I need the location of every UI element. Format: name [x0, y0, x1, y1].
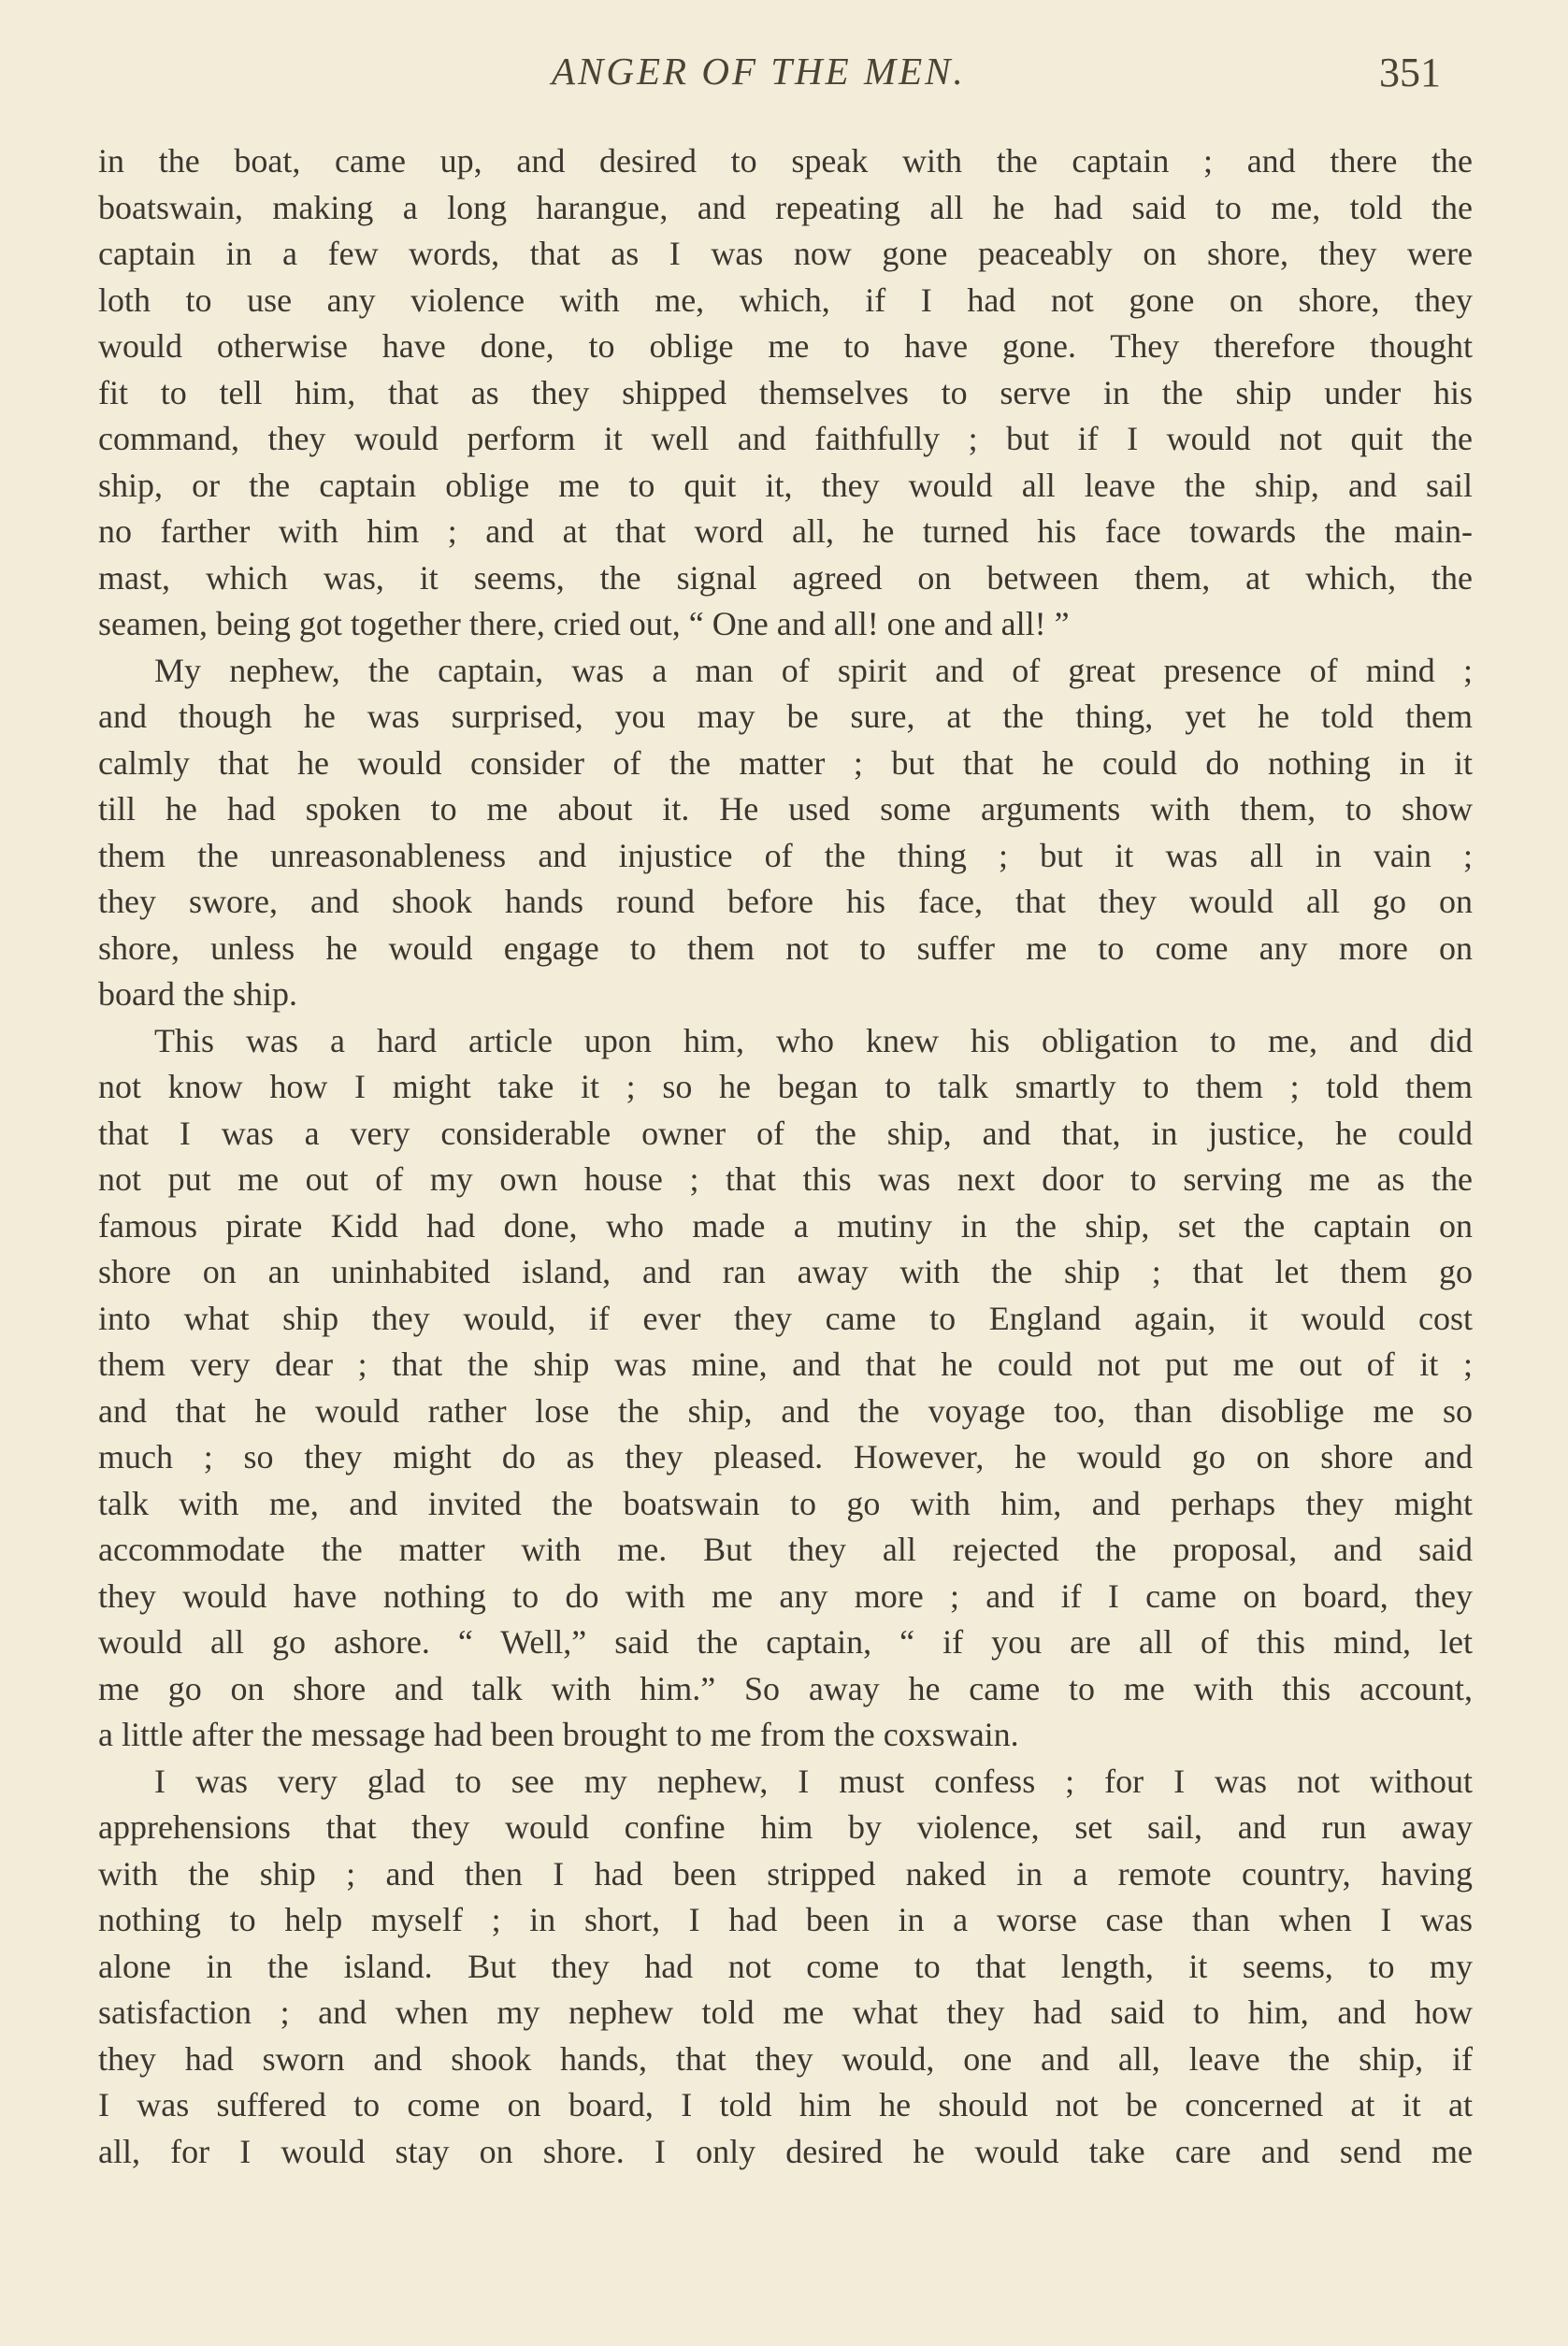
text-line: in the boat, came up, and desired to speak with the captain ; and there the: [98, 142, 1473, 180]
text-line: they swore, and shook hands round before his face, that they would all go on: [98, 883, 1473, 920]
text-line: not know how I might take it ; so he began to talk smartly to them ; told them: [98, 1068, 1473, 1105]
text-line: shore on an uninhabited island, and ran away with the ship ; that let them go: [98, 1253, 1473, 1290]
text-line: seamen, being got together there, cried out, “ One and all! one and all! ”: [98, 605, 1070, 642]
text-line: and that he would rather lose the ship, and the voyage too, than disoblige me so: [98, 1391, 1473, 1430]
text-line: board the ship.: [98, 975, 297, 1013]
text-line: not put me out of my own house ; that this was next door to serving me as the: [98, 1160, 1473, 1198]
text-line: This was a hard article upon him, who knew his obligation to me, and did: [154, 1021, 1473, 1059]
text-line: accommodate the matter with me. But they all rejected the proposal, and said: [98, 1531, 1473, 1568]
page-number: 351: [1379, 50, 1441, 95]
text-line: alone in the island. But they had not come to that length, it seems, to my: [98, 1947, 1473, 1985]
text-line: apprehensions that they would confine him by violence, set sail, and run away: [98, 1808, 1473, 1846]
text-line: famous pirate Kidd had done, who made a mutiny in the ship, set the captain on: [98, 1206, 1473, 1245]
text-line: I was suffered to come on board, I told him he should not be concerned at it at: [98, 2086, 1473, 2123]
text-line: no farther with him ; and at that word all, he turned his face towards the main-: [98, 512, 1473, 550]
running-title: ANGER OF THE MEN.: [552, 50, 966, 93]
text-line: My nephew, the captain, was a man of spirit and of great presence of mind ;: [154, 651, 1473, 689]
text-line: talk with me, and invited the boatswain to go with him, and perhaps they might: [98, 1484, 1473, 1522]
text-line: them the unreasonableness and injustice of the thing ; but it was all in vain ;: [98, 836, 1473, 874]
text-line: into what ship they would, if ever they came to England again, it would cost: [98, 1299, 1473, 1337]
text-line: captain in a few words, that as I was now gone peaceably on shore, they were: [98, 235, 1473, 272]
text-line: command, they would perform it well and faithfully ; but if I would not quit the: [98, 420, 1473, 457]
text-line: ship, or the captain oblige me to quit it, they would all leave the ship, and sail: [98, 466, 1473, 504]
text-line: and though he was surprised, you may be sure, at the thing, yet he told them: [98, 698, 1473, 735]
text-line: a little after the message had been brought to me from the coxswain.: [98, 1716, 1019, 1753]
text-line: boatswain, making a long harangue, and repeating all he had said to me, told the: [98, 188, 1473, 226]
text-line: mast, which was, it seems, the signal agreed on between them, at which, the: [98, 558, 1473, 597]
text-line: they would have nothing to do with me any more ; and if I came on board, they: [98, 1576, 1473, 1615]
text-line: satisfaction ; and when my nephew told me what they had said to him, and how: [98, 1993, 1473, 2031]
text-line: with the ship ; and then I had been stripped naked in a remote country, having: [98, 1854, 1473, 1893]
text-line: I was very glad to see my nephew, I must confess ; for I was not without: [154, 1762, 1473, 1800]
text-line: would all go ashore. “ Well,” said the captain, “ if you are all of this mind, let: [98, 1623, 1473, 1661]
text-line: calmly that he would consider of the matter ; but that he could do nothing in it: [98, 743, 1473, 782]
text-line: fit to tell him, that as they shipped themselves to serve in the ship under his: [98, 373, 1473, 411]
text-line: would otherwise have done, to oblige me to have gone. They therefore thought: [98, 327, 1473, 365]
text-line: all, for I would stay on shore. I only desired he would take care and send me: [98, 2132, 1473, 2170]
text-line: nothing to help myself ; in short, I had been in a worse case than when I was: [98, 1901, 1473, 1938]
text-line: me go on shore and talk with him.” So away he came to me with this account,: [98, 1669, 1473, 1707]
text-line: shore, unless he would engage to them not to suffer me to come any more on: [98, 928, 1473, 967]
text-line: loth to use any violence with me, which, if I had not gone on shore, they: [98, 281, 1473, 319]
text-line: them very dear ; that the ship was mine, and that he could not put me out of it ;: [98, 1346, 1473, 1383]
body-text: [98, 138, 1473, 2175]
page-header: [0, 49, 1568, 105]
text-line: much ; so they might do as they pleased. However, he would go on shore and: [98, 1438, 1473, 1475]
text-line: they had sworn and shook hands, that they would, one and all, leave the ship, if: [98, 2039, 1473, 2078]
text-line: that I was a very considerable owner of the ship, and that, in justice, he could: [98, 1114, 1473, 1152]
text-line: till he had spoken to me about it. He used some arguments with them, to show: [98, 790, 1473, 828]
